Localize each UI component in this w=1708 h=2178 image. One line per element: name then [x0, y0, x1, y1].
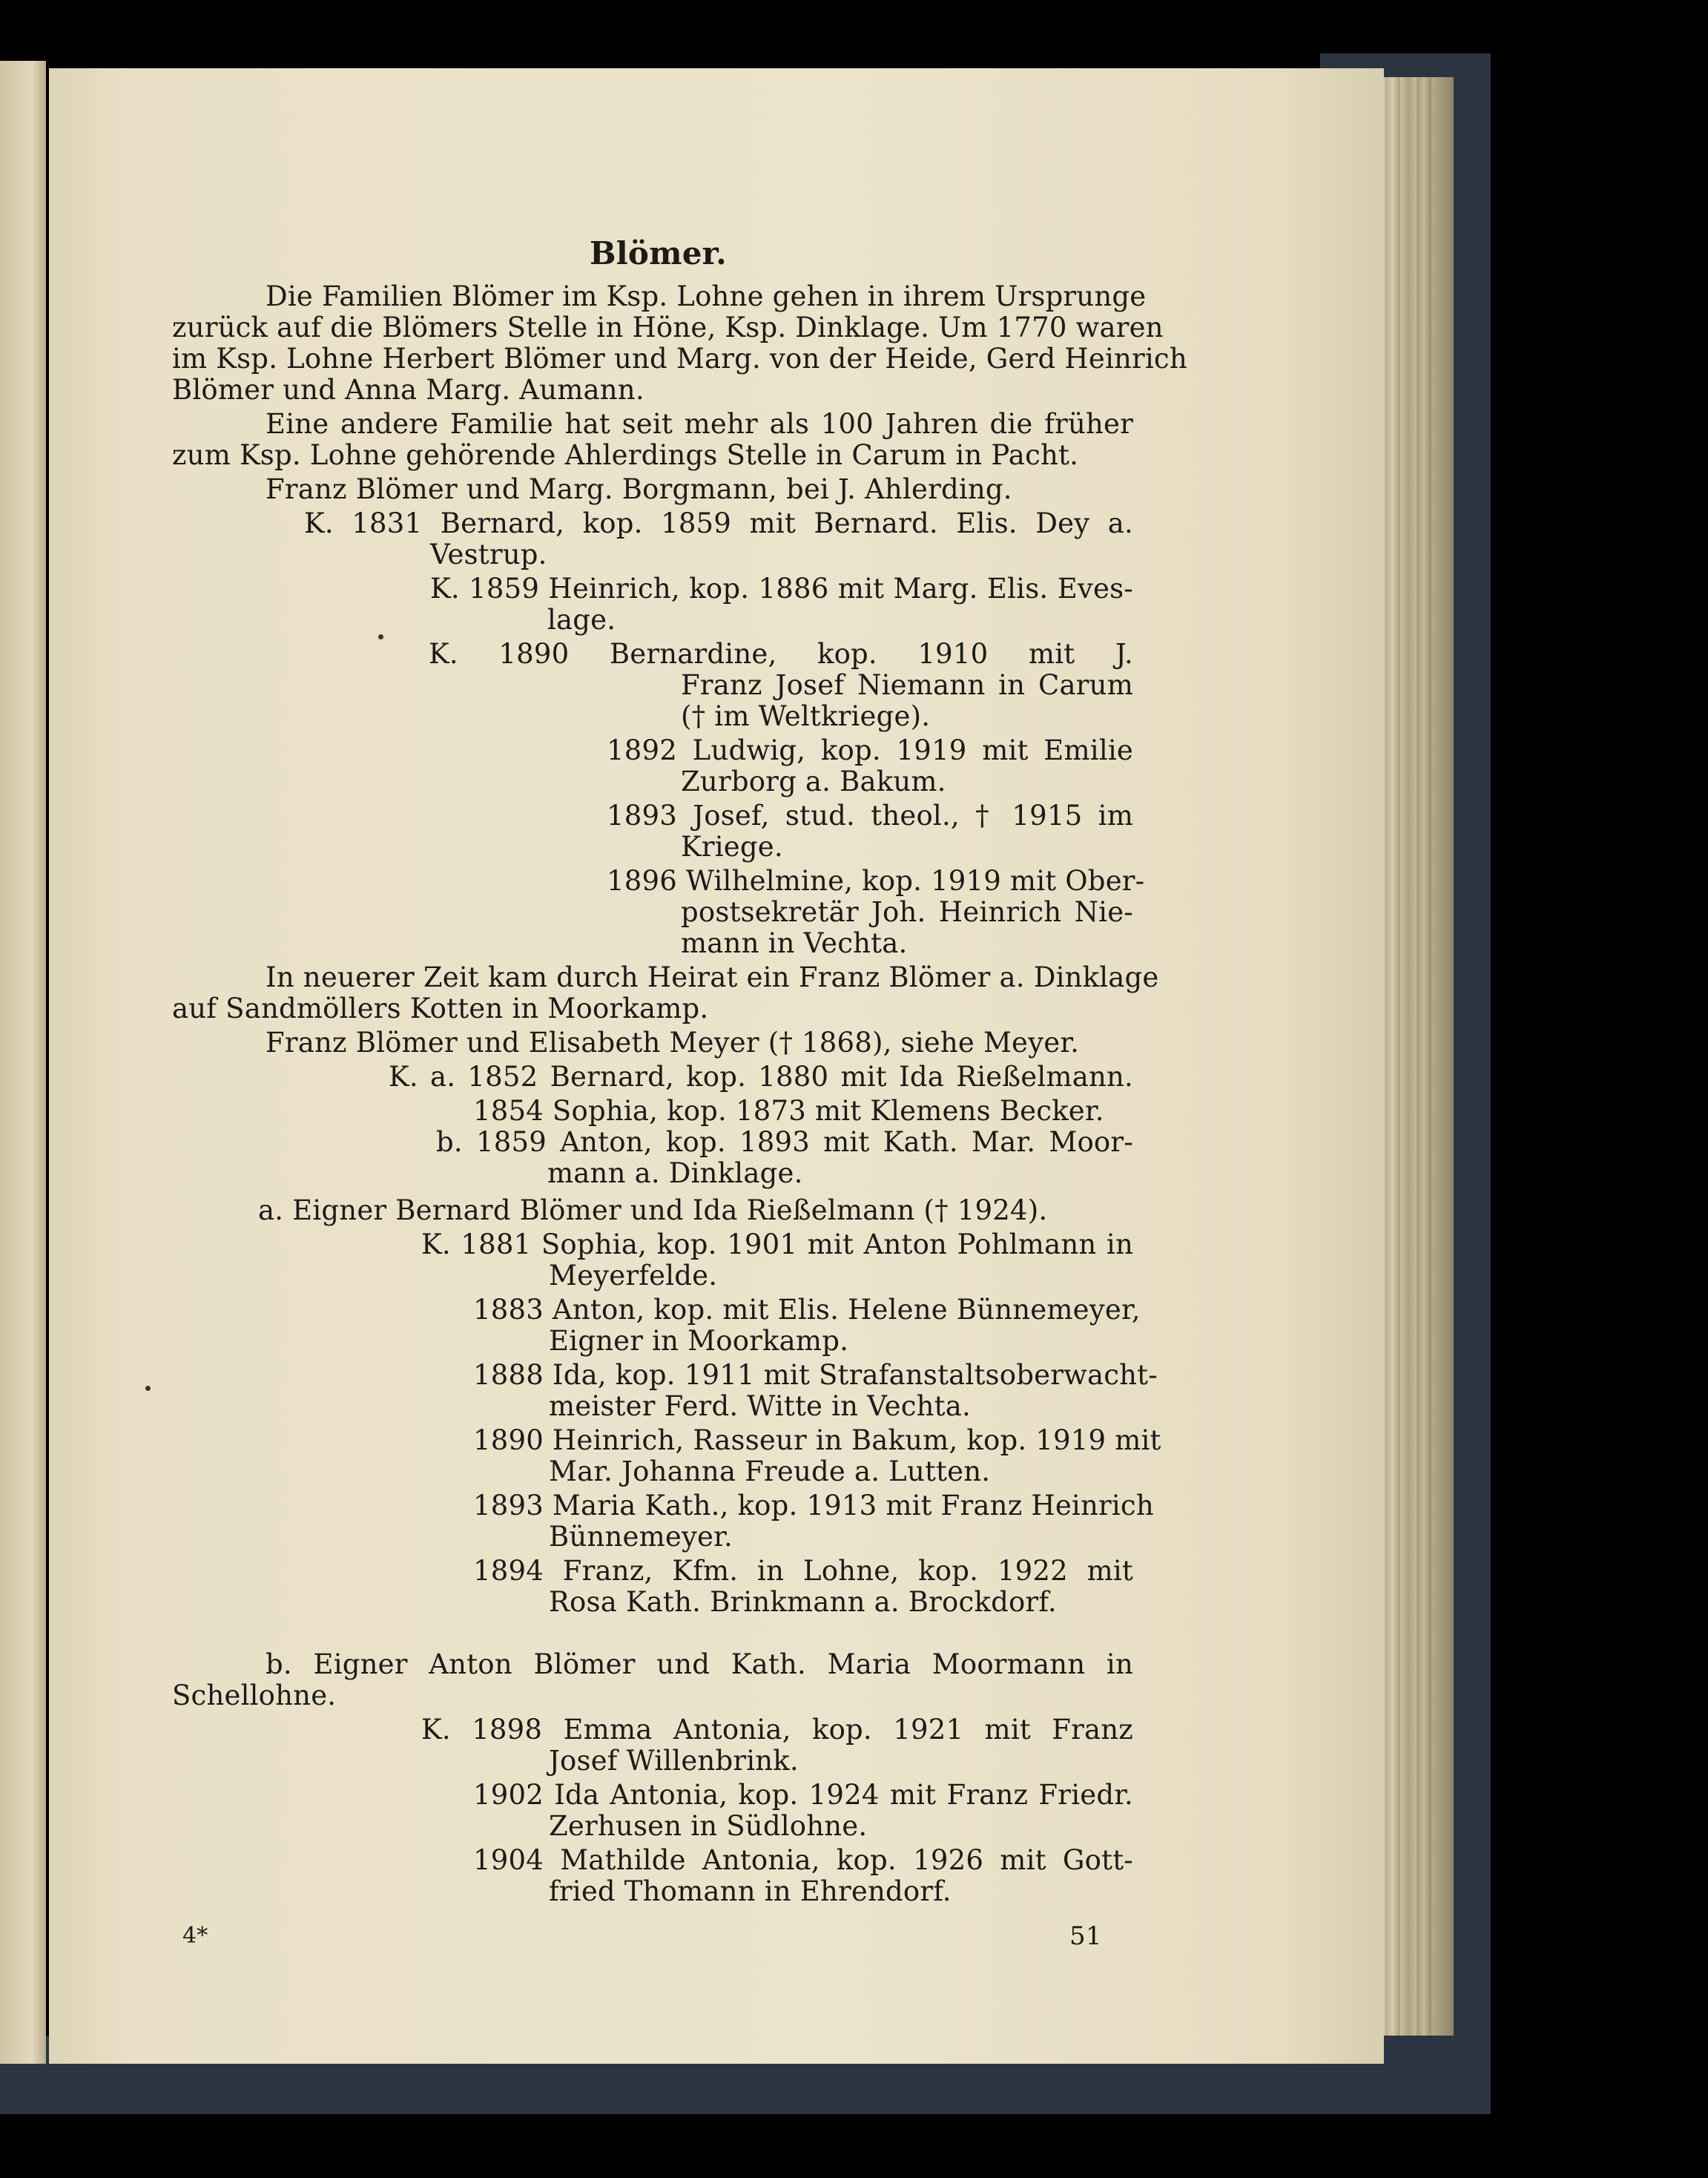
text-line: im Ksp. Lohne Herbert Blömer und Marg. von der Heide, Gerd Heinrich [172, 343, 1187, 375]
text-line: 1892 Ludwig, kop. 1919 mit Emilie [607, 734, 1133, 766]
text-line: K. 1898 Emma Antonia, kop. 1921 mit Franz [421, 1714, 1133, 1746]
text-line: mann in Vechta. [681, 927, 908, 959]
text-line: Franz Blömer und Marg. Borgmann, bei J. Ahlerding. [266, 473, 1012, 505]
text-line: 1893 Josef, stud. theol., † 1915 im [607, 800, 1133, 832]
text-line: 1894 Franz, Kfm. in Lohne, kop. 1922 mit [473, 1555, 1133, 1587]
page-stack-edge [1431, 77, 1454, 2036]
text-line: Die Familien Blömer im Ksp. Lohne gehen in ihrem Ursprunge [266, 280, 1147, 312]
text-line: Blömer und Anna Marg. Aumann. [172, 374, 644, 406]
text-line: mann a. Dinklage. [547, 1157, 803, 1189]
text-line: In neuerer Zeit kam durch Heirat ein Franz Blömer a. Dinklage [266, 961, 1159, 993]
text-line: († im Weltkriege). [681, 700, 931, 732]
text-line: 1888 Ida, kop. 1911 mit Strafanstaltsoberwacht- [473, 1359, 1158, 1391]
text-line: Kriege. [681, 831, 783, 863]
text-line: Eine andere Familie hat seit mehr als 100 Jahren die früher [266, 408, 1133, 440]
text-line: zurück auf die Blömers Stelle in Höne, Ksp. Dinklage. Um 1770 waren [172, 312, 1164, 343]
page-title: Blömer. [590, 235, 727, 272]
text-line: K. 1890 Bernardine, kop. 1910 mit J. [429, 638, 1133, 670]
text-line: Vestrup. [430, 539, 547, 570]
text-line: 1883 Anton, kop. mit Elis. Helene Bünnemeyer, [473, 1294, 1141, 1326]
text-line: auf Sandmöllers Kotten in Moorkamp. [172, 993, 709, 1024]
text-line: Josef Willenbrink. [549, 1745, 799, 1777]
text-line: 1890 Heinrich, Rasseur in Bakum, kop. 1919 mit [473, 1424, 1161, 1456]
text-line: K. 1881 Sophia, kop. 1901 mit Anton Pohlmann in [421, 1228, 1133, 1260]
text-line: Franz Blömer und Elisabeth Meyer († 1868), siehe Meyer. [266, 1027, 1080, 1059]
text-line: 1904 Mathilde Antonia, kop. 1926 mit Gott- [473, 1844, 1133, 1876]
page-stack-edge [1385, 77, 1400, 2036]
text-line: b. 1859 Anton, kop. 1893 mit Kath. Mar. Moor- [436, 1126, 1133, 1158]
text-line: Rosa Kath. Brinkmann a. Brockdorf. [549, 1586, 1057, 1618]
left-page-edge [0, 61, 46, 2064]
text-line: meister Ferd. Witte in Vechta. [549, 1390, 971, 1422]
page-stack-edge [1417, 77, 1431, 2036]
text-line: Franz Josef Niemann in Carum [681, 669, 1133, 701]
text-line: 1902 Ida Antonia, kop. 1924 mit Franz Friedr. [473, 1779, 1133, 1811]
text-line: K. 1859 Heinrich, kop. 1886 mit Marg. Elis. Eves- [430, 573, 1133, 605]
text-line: Mar. Johanna Freude a. Lutten. [549, 1455, 991, 1487]
text-line: b. Eigner Anton Blömer und Kath. Maria Moormann in [266, 1648, 1133, 1680]
text-line: 1854 Sophia, kop. 1873 mit Klemens Becker. [473, 1095, 1104, 1127]
page-stack-edge [1400, 77, 1417, 2036]
ink-speck [145, 1386, 151, 1391]
text-line: a. Eigner Bernard Blömer und Ida Rießelmann († 1924). [258, 1194, 1048, 1226]
signature-mark: 4* [182, 1923, 208, 1949]
text-line: zum Ksp. Lohne gehörende Ahlerdings Stelle in Carum in Pacht. [172, 439, 1079, 471]
text-line: K. a. 1852 Bernard, kop. 1880 mit Ida Rießelmann. [389, 1061, 1133, 1093]
text-line: Eigner in Moorkamp. [549, 1325, 849, 1357]
text-line: fried Thomann in Ehrendorf. [549, 1875, 952, 1907]
text-line: Meyerfelde. [549, 1260, 718, 1292]
text-line: postsekretär Joh. Heinrich Nie- [681, 896, 1133, 928]
text-line: 1896 Wilhelmine, kop. 1919 mit Ober- [607, 865, 1145, 897]
text-line: Bünnemeyer. [549, 1521, 733, 1553]
text-line: Zerhusen in Südlohne. [549, 1810, 868, 1842]
text-line: Schellohne. [172, 1679, 337, 1711]
text-line: Zurborg a. Bakum. [681, 766, 946, 797]
text-line: lage. [547, 604, 616, 636]
ink-speck [378, 634, 383, 639]
page-number: 51 [1069, 1921, 1102, 1951]
text-line: K. 1831 Bernard, kop. 1859 mit Bernard. Elis. Dey a. [304, 507, 1133, 539]
text-line: 1893 Maria Kath., kop. 1913 mit Franz Heinrich [473, 1490, 1154, 1521]
